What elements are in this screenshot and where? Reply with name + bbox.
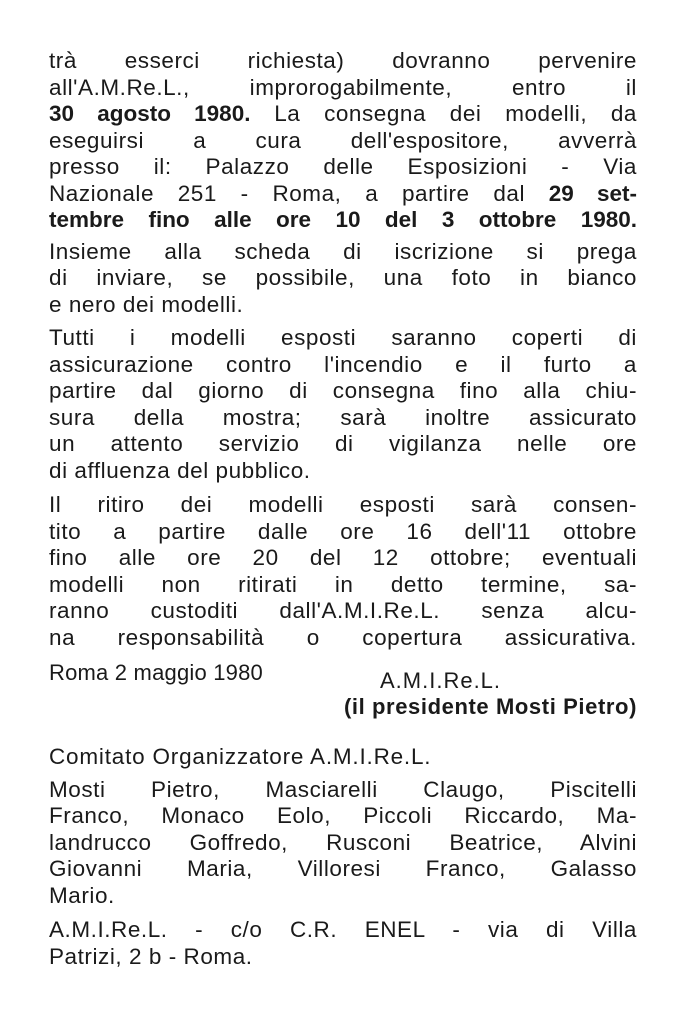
text-line: un attento servizio di vigilanza nelle ore — [49, 431, 637, 456]
text-line: A.M.I.Re.L. - c/o C.R. ENEL - via di Villa — [49, 917, 637, 942]
text-line: Insieme alla scheda di iscrizione si prega — [49, 238, 637, 264]
text-line: Il ritiro dei modelli esposti sarà consen- — [49, 492, 637, 517]
text-fragment: Nazionale 251 - Roma, a partire dal — [49, 180, 549, 206]
signature-block — [49, 660, 637, 722]
text-line: eseguirsi a cura dell'espositore, avverrà — [49, 127, 637, 153]
text-line: all'A.M.Re.L., improrogabilmente, entro il — [49, 74, 637, 100]
address-block — [49, 917, 637, 970]
text-line: Tutti i modelli esposti saranno coperti di — [49, 325, 637, 350]
text-line: modelli non ritirati in detto termine, sa- — [49, 571, 637, 597]
text-line: Mosti Pietro, Masciarelli Claugo, Piscitelli — [49, 776, 637, 802]
text-line: Franco, Monaco Eolo, Piccoli Riccardo, Ma- — [49, 803, 637, 828]
bold-date: tembre fino alle ore 10 del 3 ottobre 1980. — [49, 207, 637, 232]
text-line: landrucco Goffredo, Rusconi Beatrice, Alvini — [49, 829, 637, 855]
text-line: tito a partire dalle ore 16 dell'11 ottobre — [49, 518, 637, 544]
document-page — [49, 48, 637, 970]
text-line: ranno custoditi dall'A.M.I.Re.L. senza alcu- — [49, 598, 637, 623]
text-line: trà esserci richiesta) dovranno pervenire — [49, 48, 637, 73]
text-line: Mario. — [49, 882, 115, 908]
paragraph-deadlines — [49, 48, 637, 234]
bold-date: 29 set- — [548, 180, 637, 206]
paragraph-withdrawal — [49, 492, 637, 651]
bold-date: 30 agosto 1980. — [49, 101, 251, 126]
text-line: e nero dei modelli. — [49, 291, 244, 317]
text-line: sura della mostra; sarà inoltre assicurato — [49, 404, 637, 430]
text-line: Patrizi, 2 b - Roma. — [49, 943, 253, 969]
committee-members — [49, 777, 637, 910]
text-line: Giovanni Maria, Villoresi Franco, Galasso — [49, 856, 637, 881]
signature-date: Roma 2 maggio 1980 — [49, 660, 263, 685]
text-line: presso il: Palazzo delle Esposizioni - Via — [49, 154, 637, 179]
signature-organization: A.M.I.Re.L. — [380, 668, 502, 693]
text-line: na responsabilità o copertura assicurativa. — [49, 624, 637, 650]
paragraph-insurance — [49, 325, 637, 484]
text-line: partire dal giorno di consegna fino alla chiu- — [49, 378, 637, 403]
text-line: fino alle ore 20 del 12 ottobre; eventuali — [49, 545, 637, 570]
text-line — [49, 181, 637, 208]
text-line — [49, 101, 637, 128]
signature-president: (il presidente Mosti Pietro) — [343, 694, 637, 719]
committee-title: Comitato Organizzatore A.M.I.Re.L. — [49, 744, 432, 769]
text-fragment: La consegna dei modelli, da — [250, 101, 637, 126]
text-line — [49, 207, 637, 234]
text-line: assicurazione contro l'incendio e il furto a — [49, 351, 637, 377]
text-line: di affluenza del pubblico. — [49, 457, 311, 483]
paragraph-photo-request — [49, 239, 637, 319]
text-line: di inviare, se possibile, una foto in bianco — [49, 265, 637, 290]
